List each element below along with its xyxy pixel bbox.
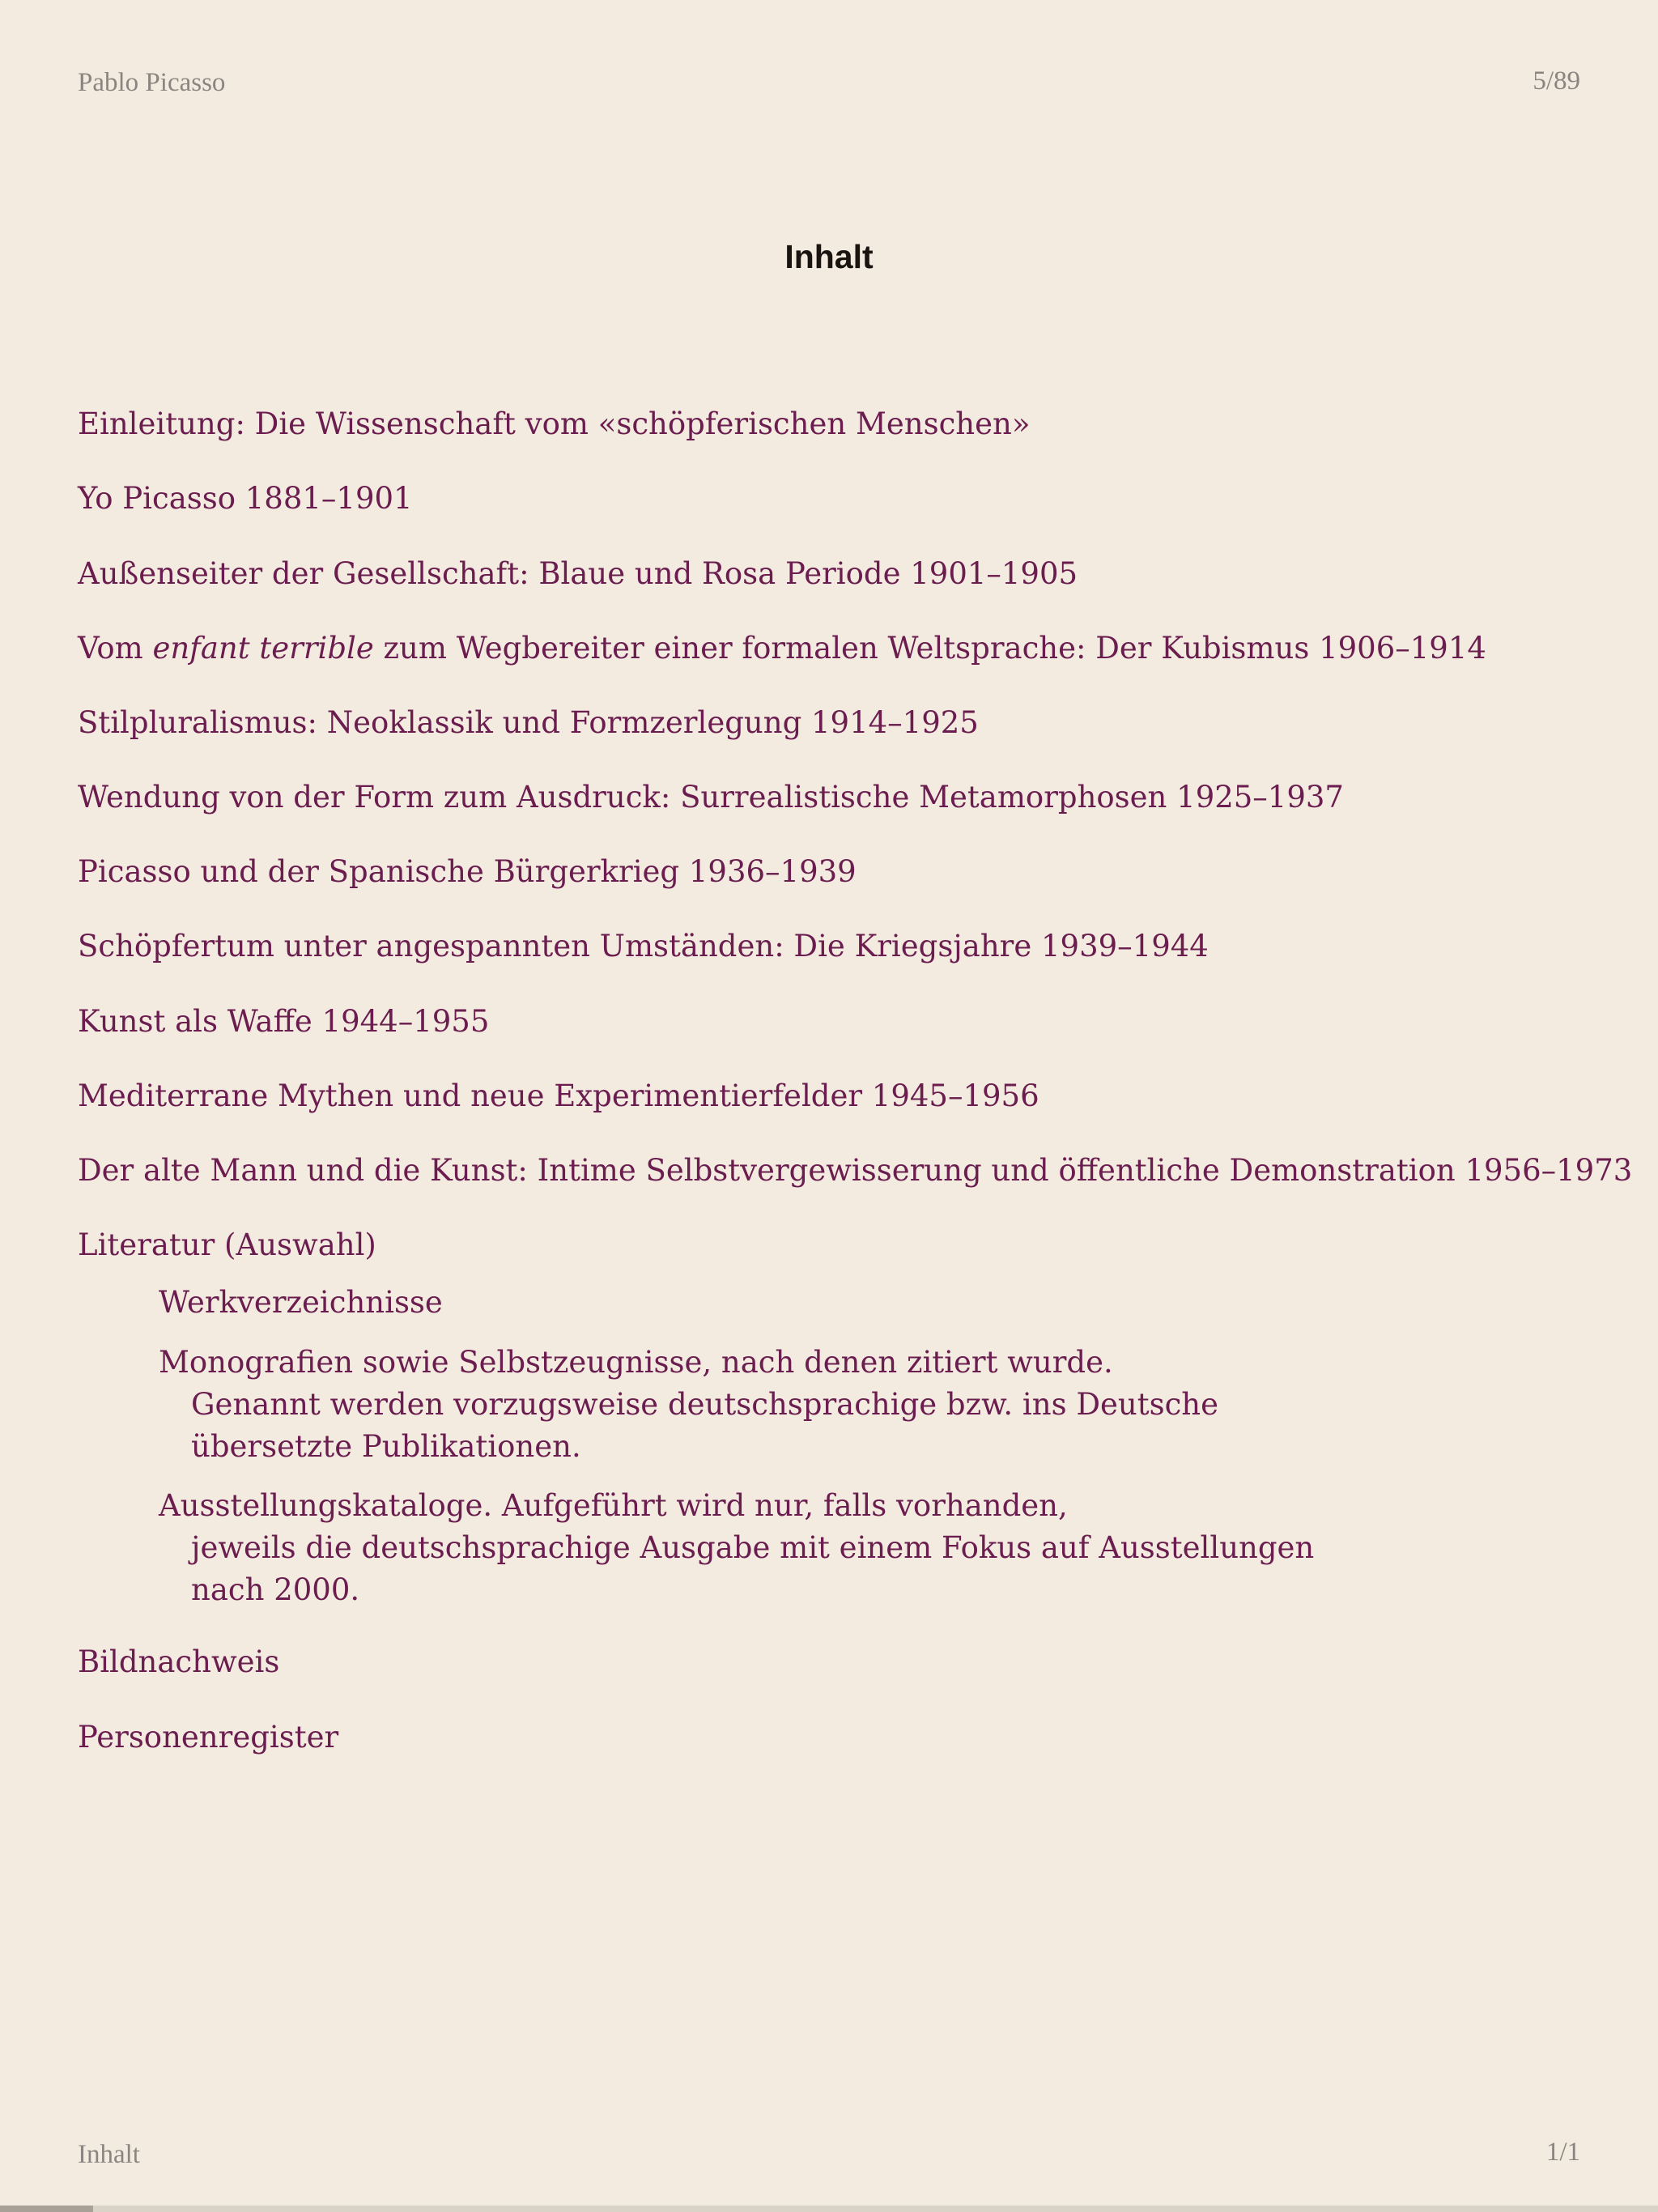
chapter-label: Inhalt — [78, 2140, 140, 2169]
book-title: Pablo Picasso — [78, 68, 226, 97]
toc-item-kunst-als-waffe[interactable]: Kunst als Waffe 1944–1955 — [78, 1004, 490, 1039]
toc-subitem-kataloge-line2: jeweils die deutschsprachige Ausgabe mit einem Fokus auf Ausstellungen — [191, 1530, 1315, 1565]
toc-subitem-ausstellungskataloge[interactable] — [159, 1485, 1314, 1611]
toc-item-yo-picasso[interactable]: Yo Picasso 1881–1901 — [78, 481, 413, 516]
toc-item-wendung[interactable]: Wendung von der Form zum Ausdruck: Surrealistische Metamorphosen 1925–1937 — [78, 780, 1344, 815]
toc-item-kubismus-prefix: Vom — [78, 631, 153, 666]
toc-item-buergerkrieg[interactable]: Picasso und der Spanische Bürgerkrieg 1936–1939 — [78, 854, 857, 889]
chapter-page-indicator: 1/1 — [1545, 2138, 1580, 2167]
toc-item-literatur[interactable]: Literatur (Auswahl) — [78, 1227, 376, 1262]
toc-subitem-kataloge-line3: nach 2000. — [191, 1572, 360, 1607]
toc-item-kriegsjahre[interactable]: Schöpfertum unter angespannten Umständen: Die Kriegsjahre 1939–1944 — [78, 929, 1209, 963]
toc-item-personenregister[interactable]: Personenregister — [78, 1720, 339, 1755]
toc-item-bildnachweis[interactable]: Bildnachweis — [78, 1644, 280, 1679]
toc-subitem-monografien-line2: Genannt werden vorzugsweise deutschsprachige bzw. ins Deutsche — [191, 1387, 1219, 1422]
toc-subitem-kataloge-line1: Ausstellungskataloge. Aufgeführt wird nur, falls vorhanden, — [159, 1488, 1068, 1523]
reading-progress-bar[interactable] — [0, 2206, 1658, 2212]
toc-subitem-monografien-line1: Monografien sowie Selbstzeugnisse, nach denen zitiert wurde. — [159, 1345, 1113, 1380]
toc-item-mediterrane-mythen[interactable]: Mediterrane Mythen und neue Experimentierfelder 1945–1956 — [78, 1078, 1039, 1113]
page-count: 5/89 — [1533, 66, 1580, 96]
toc-item-einleitung[interactable]: Einleitung: Die Wissenschaft vom «schöpferischen Menschen» — [78, 406, 1031, 441]
toc-item-aussenseiter[interactable]: Außenseiter der Gesellschaft: Blaue und Rosa Periode 1901–1905 — [78, 556, 1078, 591]
toc-item-stilpluralismus[interactable]: Stilpluralismus: Neoklassik und Formzerlegung 1914–1925 — [78, 705, 979, 740]
reading-progress-fill — [0, 2206, 93, 2212]
toc-subitem-werkverzeichnisse[interactable]: Werkverzeichnisse — [159, 1285, 443, 1320]
toc-item-kubismus[interactable] — [78, 627, 1486, 670]
toc-item-kubismus-italic: enfant terrible — [152, 631, 374, 666]
toc-item-alte-mann[interactable]: Der alte Mann und die Kunst: Intime Selbstvergewisserung und öffentliche Demonstration 1956–1973 — [78, 1153, 1633, 1188]
toc-subitem-monografien-line3: übersetzte Publikationen. — [191, 1429, 581, 1464]
toc-subitem-monografien[interactable] — [159, 1342, 1218, 1468]
page-title: Inhalt — [784, 238, 874, 275]
toc-item-kubismus-suffix: zum Wegbereiter einer formalen Weltsprache: Der Kubismus 1906–1914 — [373, 631, 1486, 666]
